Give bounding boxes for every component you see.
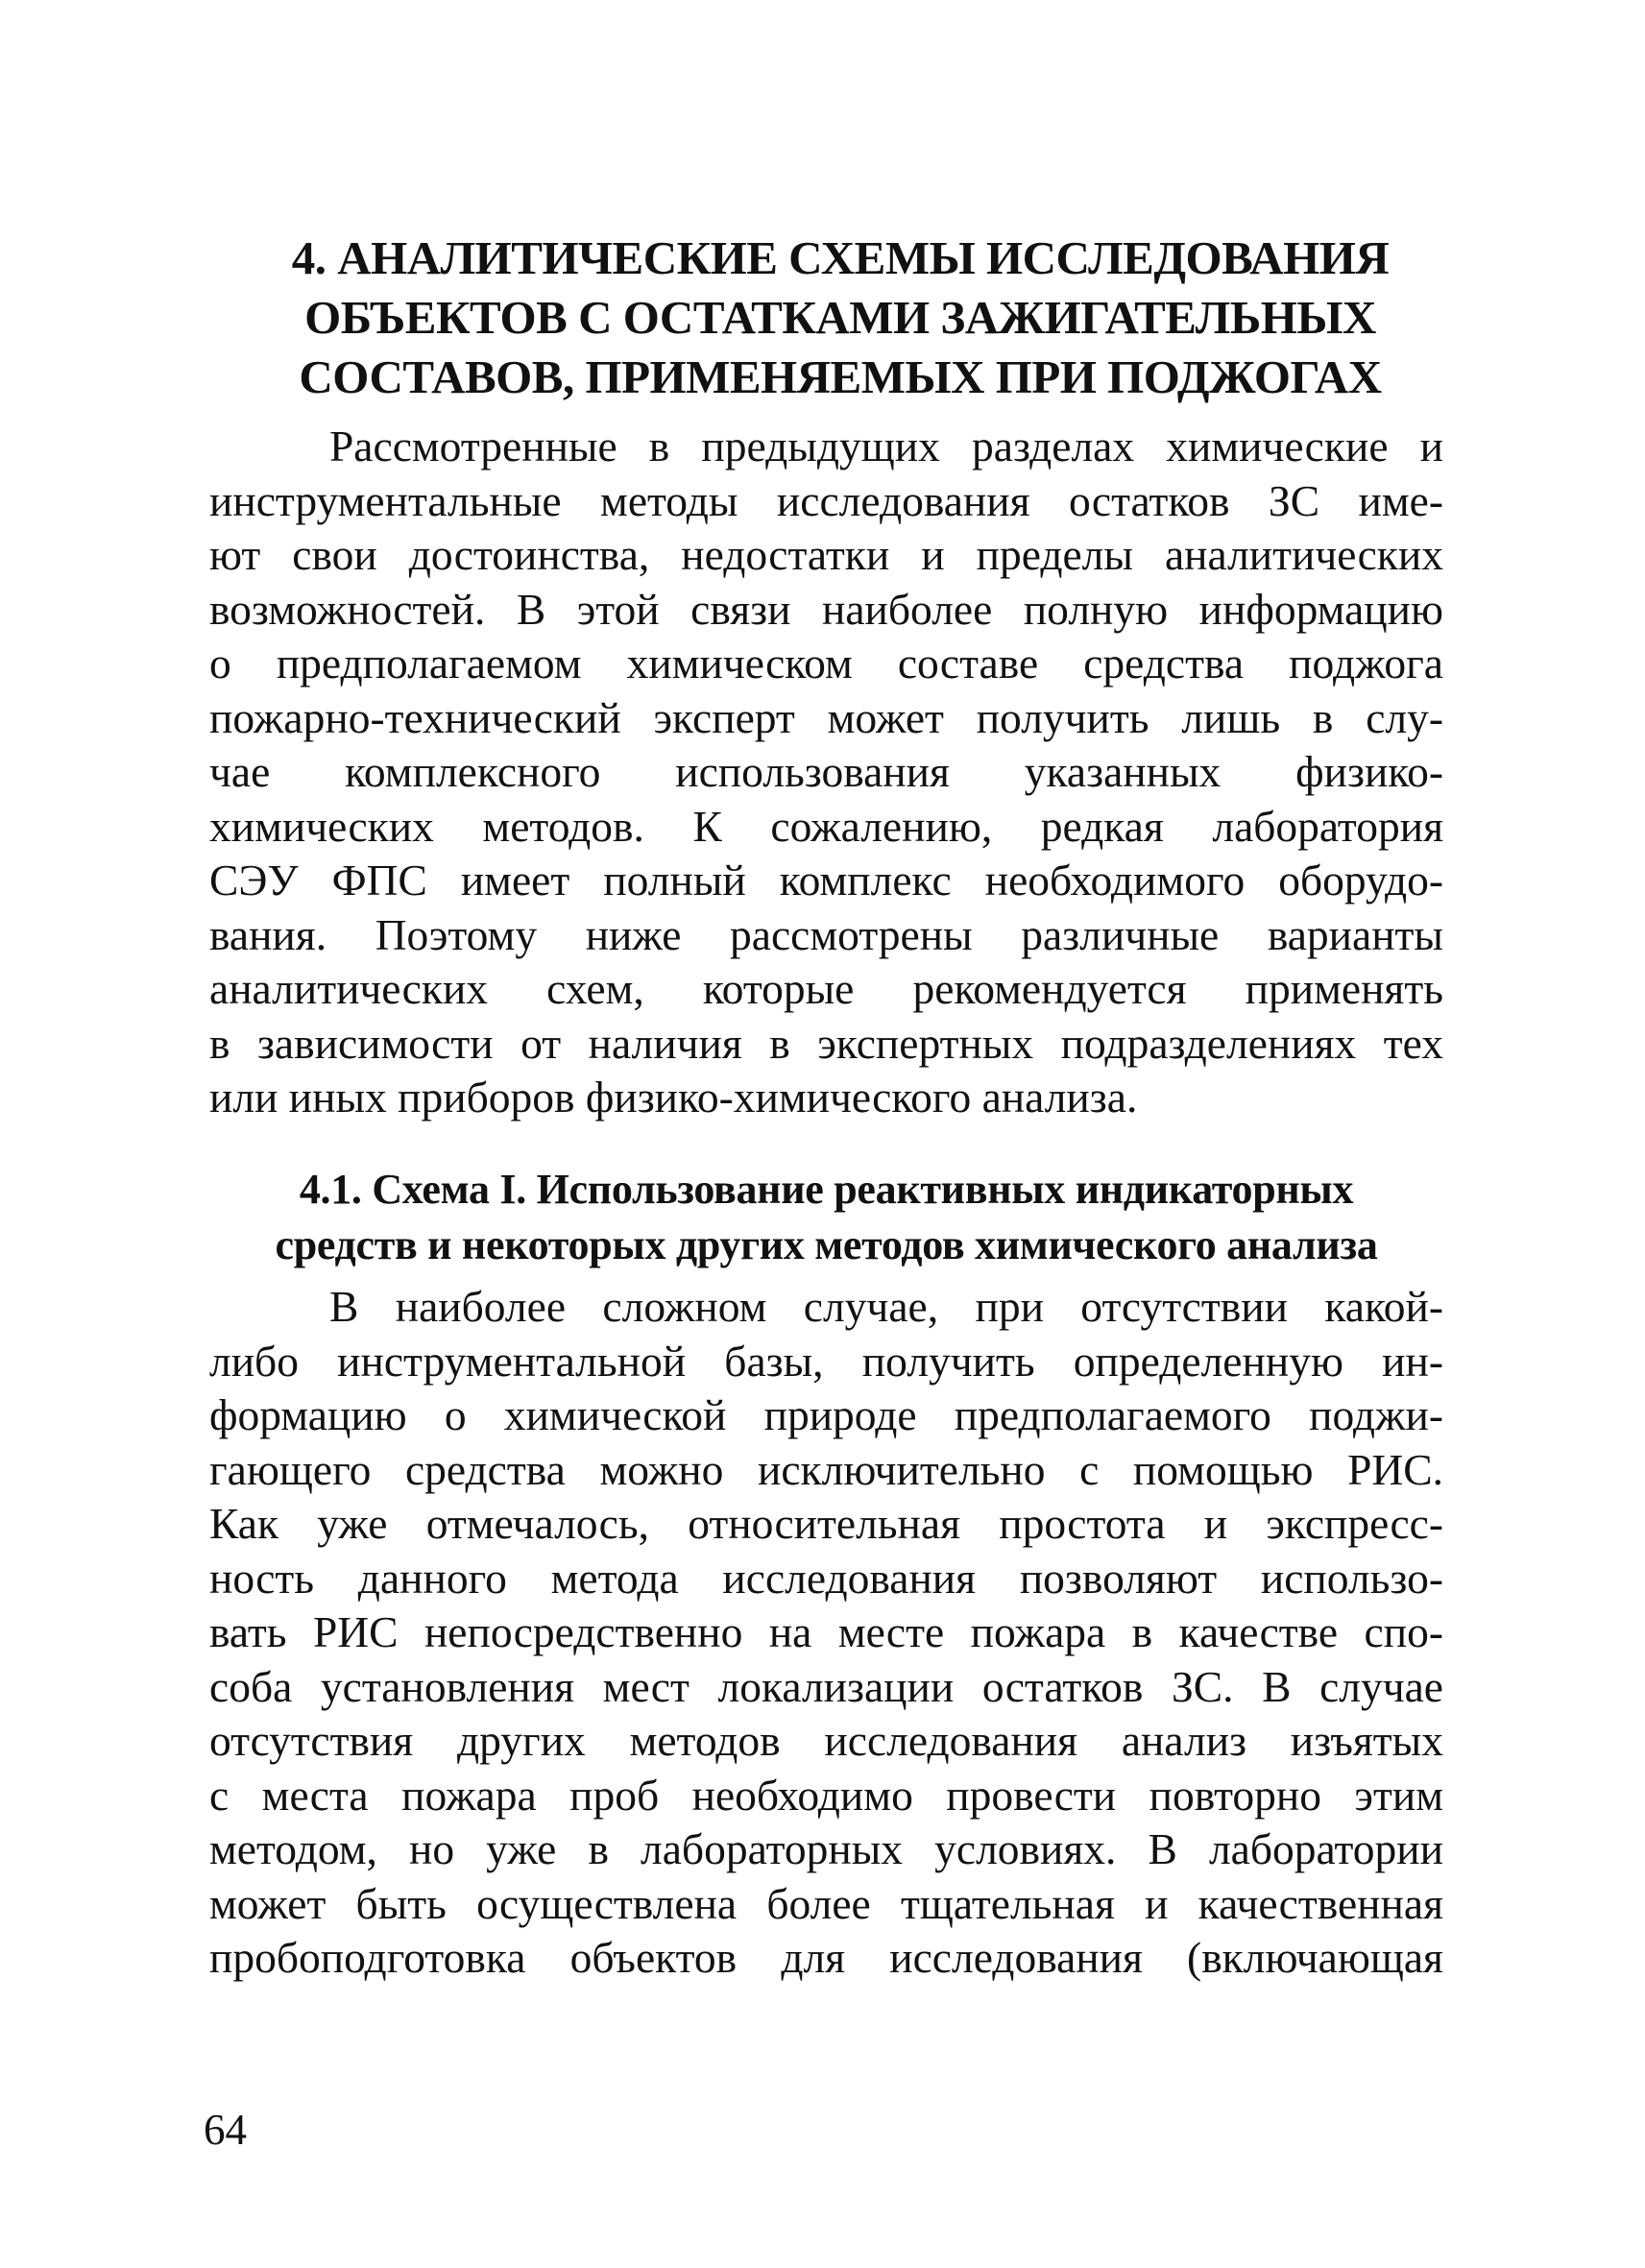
text-line: вать РИС непосредственно на месте пожара в качестве спо- [209, 1607, 1443, 1656]
text-line: в зависимости от наличия в экспертных подразделениях тех [209, 1018, 1443, 1068]
text-line: Рассмотренные в предыдущих разделах химические и [329, 422, 1443, 470]
chapter-heading-line: СОСТАВОВ, ПРИМЕНЯЕМЫХ ПРИ ПОДЖОГАХ [299, 350, 1382, 403]
text-line: или иных приборов физико-химического анализа. [209, 1073, 1138, 1122]
text-line: аналитических схем, которые рекомендуется применять [209, 964, 1443, 1013]
text-line: пробоподготовка объектов для исследования (включающая [209, 1933, 1443, 1982]
chapter-heading-line: ОБЪЕКТОВ С ОСТАТКАМИ ЗАЖИГАТЕЛЬНЫХ [304, 291, 1376, 344]
text-line: Как уже отмечалось, относительная простота и экспресс- [209, 1499, 1443, 1548]
section-heading [209, 1162, 1443, 1273]
text-line: о предполагаемом химическом составе средства поджога [209, 639, 1443, 688]
text-line: ность данного метода исследования позволяют использо- [209, 1553, 1443, 1603]
text-line: пожарно-технический эксперт может получить лишь в слу- [209, 692, 1443, 742]
text-line: В наиболее сложном случае, при отсутствии какой- [329, 1282, 1443, 1331]
text-line: соба установления мест локализации остатков ЗС. В случае [209, 1661, 1443, 1711]
text-line: ют свои достоинства, недостатки и пределы аналитических [209, 530, 1443, 579]
text-line: возможностей. В этой связи наиболее полную информацию [209, 584, 1443, 634]
text-line: либо инструментальной базы, получить определенную ин- [209, 1336, 1443, 1386]
text-line: чае комплексного использования указанных физико- [209, 747, 1443, 796]
section-heading-line: 4.1. Схема I. Использование реактивных индикаторных [299, 1166, 1354, 1213]
paragraph-intro [209, 420, 1443, 1125]
chapter-heading [240, 229, 1440, 407]
text-line: инструментальные методы исследования остатков ЗС име- [209, 475, 1443, 525]
page-number: 64 [204, 2106, 247, 2154]
text-line: СЭУ ФПС имеет полный комплекс необходимого оборудо- [209, 856, 1443, 905]
chapter-heading-line: 4. АНАЛИТИЧЕСКИЕ СХЕМЫ ИССЛЕДОВАНИЯ [291, 231, 1390, 284]
text-line: отсутствия других методов исследования анализ изъятых [209, 1716, 1443, 1765]
paragraph-scheme-1 [209, 1280, 1443, 1986]
text-line: методом, но уже в лабораторных условиях. В лаборатории [209, 1824, 1443, 1873]
text-line: химических методов. К сожалению, редкая лаборатория [209, 801, 1443, 851]
text-line: формацию о химической природе предполагаемого поджи- [209, 1390, 1443, 1439]
text-line: с места пожара проб необходимо провести повторно этим [209, 1770, 1443, 1820]
text-line: гающего средства можно исключительно с помощью РИС. [209, 1444, 1443, 1494]
text-line: может быть осуществлена более тщательная и качественная [209, 1878, 1443, 1928]
section-heading-line: средств и некоторых других методов химического анализа [275, 1221, 1378, 1268]
text-line: вания. Поэтому ниже рассмотрены различные варианты [209, 909, 1443, 959]
